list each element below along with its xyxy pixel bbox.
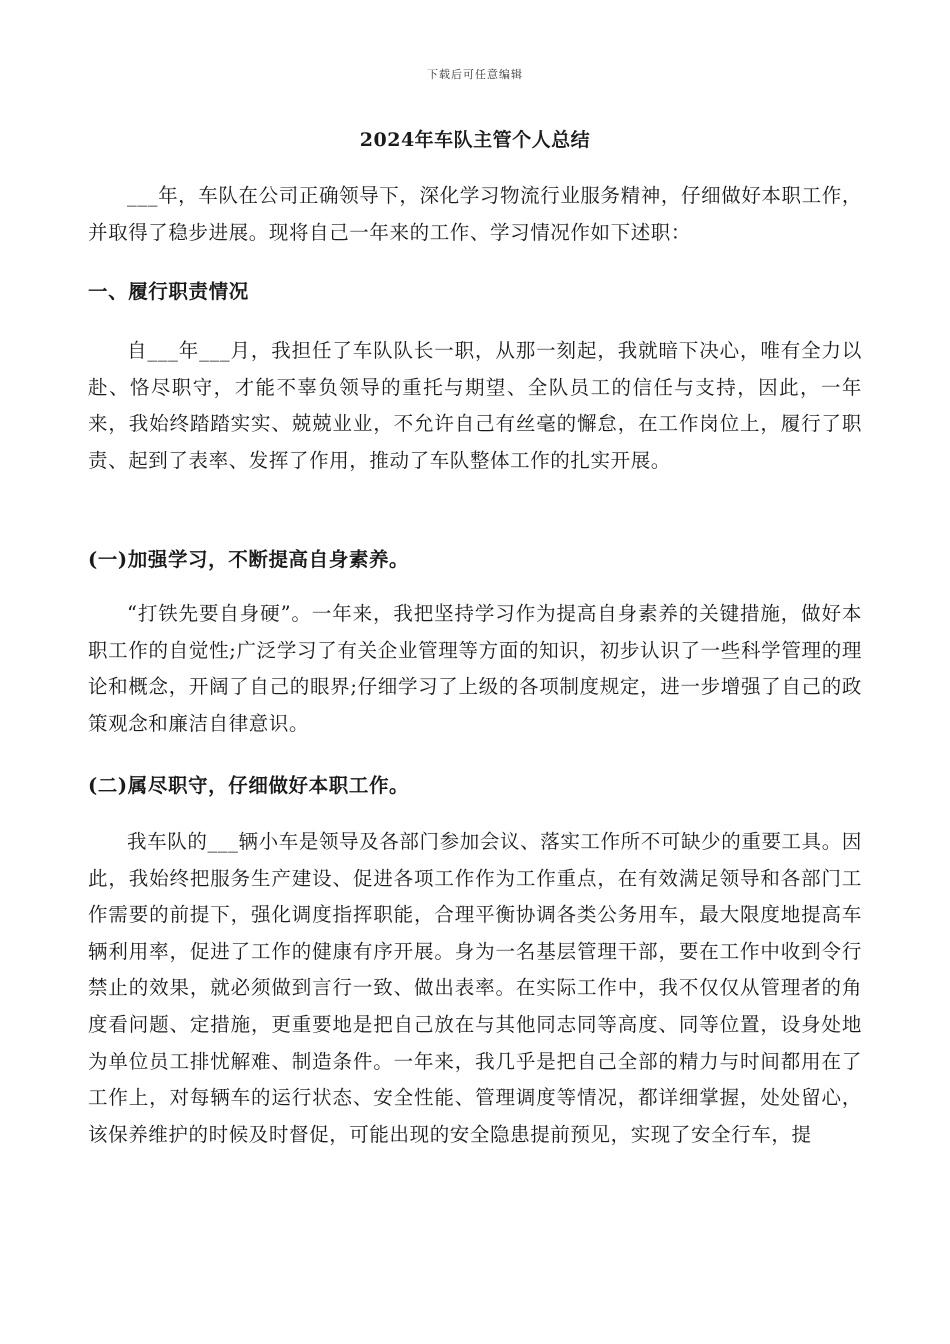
duty-paragraph [88, 824, 862, 1153]
subsection-heading-duty: (二)属尽职守，仔细做好本职工作。 [88, 774, 410, 797]
document-page [88, 0, 862, 1344]
duty-blank-count: ___ [207, 830, 239, 853]
duties-paragraph [88, 333, 862, 479]
intro-blank: ___ [127, 184, 159, 207]
duties-text-2: 年 [178, 339, 200, 362]
document-title: 2024年车队主管个人总结 [359, 129, 591, 151]
subsection-heading-study: (一)加强学习，不断提高自身素养。 [88, 548, 410, 571]
study-paragraph: “打铁先要自身硬”。一年来，我把坚持学习作为提高自身素养的关键措施，做好本职工作的自觉性;广泛学习了有关企业管理等方面的知识，初步认识了一些科学管理的理论和概念，开阔了自己的眼界;仔细学习了上级的各项制度规定，进一步增强了自己的政策观念和廉洁自律意识。 [88, 602, 862, 735]
duties-text-1: 自 [127, 339, 148, 362]
header-note: 下载后可任意编辑 [427, 68, 523, 81]
duty-text-2: 辆小车是领导及各部门参加会议、落实工作所不可缺少的重要工具。因此，我始终把服务生产建设、促进各项工作作为工作重点，在有效满足领导和各部门工作需要的前提下，强化调度指挥职能，合理平衡协调各类公务用车，最大限度地提高车辆利用率，促进了工作的健康有序开展。身为一名基层管理干部，要在工作中收到令行禁止的效果，就必须做到言行一致、做出表率。在实际工作中，我不仅仅从管理者的角度看问题、定措施，更重要地是把自己放在与其他同志同等高度、同等位置，设身处地为单位员工排忧解难、制造条件。一年来，我几乎是把自己全部的精力与时间都用在了工作上，对每辆车的运行状态、安全性能、管理调度等情况，都详细掌握，处处留心，该保养维护的时候及时督促，可能出现的安全隐患提前预见，实现了安全行车，提 [88, 830, 862, 1146]
intro-paragraph [88, 178, 862, 251]
duties-blank-month: ___ [199, 339, 231, 362]
duty-text-1: 我车队的 [127, 830, 208, 853]
section-heading-duties: 一、履行职责情况 [88, 280, 249, 303]
intro-text: 年，车队在公司正确领导下，深化学习物流行业服务精神，仔细做好本职工作，并取得了稳步进展。现将自己一年来的工作、学习情况作如下述职： [88, 184, 862, 244]
duties-text-3: 月，我担任了车队队长一职，从那一刻起，我就暗下决心，唯有全力以赴、恪尽职守，才能不辜负领导的重托与期望、全队员工的信任与支持，因此，一年来，我始终踏踏实实、兢兢业业，不允许自己有丝毫的懈怠，在工作岗位上，履行了职责、起到了表率、发挥了作用，推动了车队整体工作的扎实开展。 [88, 339, 862, 472]
duties-blank-year: ___ [147, 339, 179, 362]
